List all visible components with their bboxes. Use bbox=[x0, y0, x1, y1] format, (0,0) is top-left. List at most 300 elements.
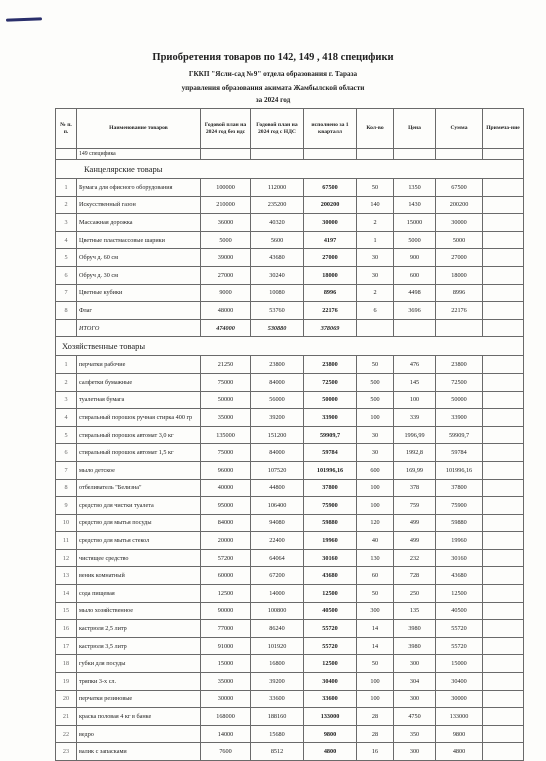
price: 145 bbox=[394, 373, 436, 391]
note bbox=[483, 461, 524, 479]
document-title: Приобретения товаров по 142, 149 , 418 специфики bbox=[152, 52, 394, 63]
note bbox=[483, 567, 524, 585]
col-price: Цена bbox=[394, 109, 436, 149]
row-number: 2 bbox=[56, 373, 77, 391]
item-name: чистящее средство bbox=[77, 549, 201, 567]
table-row bbox=[56, 266, 524, 284]
table-row bbox=[56, 179, 524, 197]
plan-vat: 94080 bbox=[251, 514, 304, 532]
executed-q1: 43680 bbox=[304, 567, 357, 585]
row-number: 13 bbox=[56, 567, 77, 585]
plan-vat: 67200 bbox=[251, 567, 304, 585]
price: 476 bbox=[394, 356, 436, 374]
plan-vat: 22400 bbox=[251, 532, 304, 550]
plan-no-vat: 100000 bbox=[201, 179, 251, 197]
item-name: кастрюля 3,5 литр bbox=[77, 637, 201, 655]
price: 499 bbox=[394, 514, 436, 532]
plan-vat: 14000 bbox=[251, 585, 304, 603]
executed-q1: 12500 bbox=[304, 585, 357, 603]
row-number: 15 bbox=[56, 602, 77, 620]
plan-no-vat: 75000 bbox=[201, 373, 251, 391]
executed-q1: 378069 bbox=[304, 319, 357, 337]
executed-q1: 22176 bbox=[304, 302, 357, 320]
table-row bbox=[56, 196, 524, 214]
quantity: 40 bbox=[357, 532, 394, 550]
executed-q1: 19960 bbox=[304, 532, 357, 550]
plan-no-vat: 20000 bbox=[201, 532, 251, 550]
note bbox=[483, 743, 524, 761]
row-number: 16 bbox=[56, 620, 77, 638]
quantity: 500 bbox=[357, 391, 394, 409]
item-name: валик с запасками bbox=[77, 743, 201, 761]
sum: 30160 bbox=[436, 549, 483, 567]
plan-vat: 16800 bbox=[251, 655, 304, 673]
quantity: 500 bbox=[357, 373, 394, 391]
quantity: 130 bbox=[357, 549, 394, 567]
sum: 12500 bbox=[436, 585, 483, 603]
org-line-2: управления образования акимата Жамбылской области bbox=[181, 84, 365, 92]
item-name: Обруч д. 30 см bbox=[77, 266, 201, 284]
plan-no-vat: 91000 bbox=[201, 637, 251, 655]
note bbox=[483, 673, 524, 691]
quantity: 14 bbox=[357, 637, 394, 655]
pen-mark bbox=[6, 17, 42, 21]
price: 1350 bbox=[394, 179, 436, 197]
executed-q1: 200200 bbox=[304, 196, 357, 214]
plan-no-vat: 84000 bbox=[201, 514, 251, 532]
item-name: мыло хозяйственное bbox=[77, 602, 201, 620]
row-number: 3 bbox=[56, 214, 77, 232]
item-name: перчатки рабочие bbox=[77, 356, 201, 374]
sum bbox=[436, 319, 483, 337]
quantity: 30 bbox=[357, 266, 394, 284]
quantity: 100 bbox=[357, 673, 394, 691]
section-title-office: Канцелярские товары bbox=[56, 160, 524, 179]
plan-no-vat: 5000 bbox=[201, 231, 251, 249]
table-row bbox=[56, 302, 524, 320]
plan-vat: 8512 bbox=[251, 743, 304, 761]
spec-label: 149 специфика bbox=[77, 149, 201, 160]
price: 3980 bbox=[394, 620, 436, 638]
price: 300 bbox=[394, 655, 436, 673]
plan-no-vat: 57200 bbox=[201, 549, 251, 567]
executed-q1: 9800 bbox=[304, 725, 357, 743]
executed-q1: 75900 bbox=[304, 497, 357, 515]
sum: 67500 bbox=[436, 179, 483, 197]
executed-q1: 133000 bbox=[304, 708, 357, 726]
col-plan-no-vat: Годовой план на 2024 год без ндс bbox=[201, 109, 251, 149]
sum: 18000 bbox=[436, 266, 483, 284]
row-number: 9 bbox=[56, 497, 77, 515]
quantity: 100 bbox=[357, 479, 394, 497]
plan-no-vat: 60000 bbox=[201, 567, 251, 585]
sum: 37800 bbox=[436, 479, 483, 497]
price: 232 bbox=[394, 549, 436, 567]
executed-q1: 50000 bbox=[304, 391, 357, 409]
sum: 15000 bbox=[436, 655, 483, 673]
plan-no-vat: 75000 bbox=[201, 444, 251, 462]
quantity: 2 bbox=[357, 214, 394, 232]
item-name: Массажная дорожка bbox=[77, 214, 201, 232]
quantity: 6 bbox=[357, 302, 394, 320]
executed-q1: 23800 bbox=[304, 356, 357, 374]
table-row bbox=[56, 214, 524, 232]
item-name: краска половая 4 кг в банке bbox=[77, 708, 201, 726]
section-row-household bbox=[56, 337, 524, 356]
item-name: ИТОГО bbox=[77, 319, 201, 337]
quantity: 28 bbox=[357, 725, 394, 743]
item-name: отбеливатель "Белизна" bbox=[77, 479, 201, 497]
row-number: 12 bbox=[56, 549, 77, 567]
note bbox=[483, 514, 524, 532]
total-row bbox=[56, 319, 524, 337]
sum: 50000 bbox=[436, 391, 483, 409]
quantity: 30 bbox=[357, 426, 394, 444]
section-row-office bbox=[56, 160, 524, 179]
plan-vat: 40320 bbox=[251, 214, 304, 232]
sum: 27000 bbox=[436, 249, 483, 267]
executed-q1: 55720 bbox=[304, 637, 357, 655]
plan-no-vat: 77000 bbox=[201, 620, 251, 638]
price: 300 bbox=[394, 743, 436, 761]
note bbox=[483, 532, 524, 550]
executed-q1: 59784 bbox=[304, 444, 357, 462]
price: 1430 bbox=[394, 196, 436, 214]
price: 378 bbox=[394, 479, 436, 497]
sum: 101996,16 bbox=[436, 461, 483, 479]
plan-vat: 5600 bbox=[251, 231, 304, 249]
row-number: 6 bbox=[56, 266, 77, 284]
table-row bbox=[56, 620, 524, 638]
plan-vat: 43680 bbox=[251, 249, 304, 267]
executed-q1: 12500 bbox=[304, 655, 357, 673]
note bbox=[483, 409, 524, 427]
table-row bbox=[56, 479, 524, 497]
plan-no-vat: 27000 bbox=[201, 266, 251, 284]
table-row bbox=[56, 444, 524, 462]
plan-vat: 56000 bbox=[251, 391, 304, 409]
table-row bbox=[56, 673, 524, 691]
quantity: 60 bbox=[357, 567, 394, 585]
item-name: кастрюля 2,5 литр bbox=[77, 620, 201, 638]
plan-vat: 84000 bbox=[251, 373, 304, 391]
price: 1996,99 bbox=[394, 426, 436, 444]
plan-no-vat: 48000 bbox=[201, 302, 251, 320]
quantity: 100 bbox=[357, 409, 394, 427]
sum: 8996 bbox=[436, 284, 483, 302]
sum: 9800 bbox=[436, 725, 483, 743]
price: 169,99 bbox=[394, 461, 436, 479]
row-number: 8 bbox=[56, 479, 77, 497]
price: 100 bbox=[394, 391, 436, 409]
plan-vat: 112000 bbox=[251, 179, 304, 197]
item-name: мыло детское bbox=[77, 461, 201, 479]
row-number: 1 bbox=[56, 179, 77, 197]
row-number: 8 bbox=[56, 302, 77, 320]
quantity: 50 bbox=[357, 179, 394, 197]
price: 350 bbox=[394, 725, 436, 743]
row-number: 18 bbox=[56, 655, 77, 673]
plan-no-vat: 15000 bbox=[201, 655, 251, 673]
item-name: туалетная бумага bbox=[77, 391, 201, 409]
plan-no-vat: 90000 bbox=[201, 602, 251, 620]
plan-no-vat: 14000 bbox=[201, 725, 251, 743]
price: 600 bbox=[394, 266, 436, 284]
col-quantity: Кол-во bbox=[357, 109, 394, 149]
quantity: 2 bbox=[357, 284, 394, 302]
quantity: 50 bbox=[357, 356, 394, 374]
table-row bbox=[56, 655, 524, 673]
table-row bbox=[56, 249, 524, 267]
plan-no-vat: 39000 bbox=[201, 249, 251, 267]
price bbox=[394, 319, 436, 337]
sum: 40500 bbox=[436, 602, 483, 620]
plan-no-vat: 50000 bbox=[201, 391, 251, 409]
row-number: 19 bbox=[56, 673, 77, 691]
org-line-1: ГККП "Ясли-сад №9" отдела образования г. Тараза bbox=[188, 70, 358, 78]
plan-no-vat: 168000 bbox=[201, 708, 251, 726]
item-name: стиральный порошок автомат 3,0 кг bbox=[77, 426, 201, 444]
plan-vat: 530880 bbox=[251, 319, 304, 337]
note bbox=[483, 249, 524, 267]
plan-no-vat: 135000 bbox=[201, 426, 251, 444]
row-number: 7 bbox=[56, 461, 77, 479]
table-row bbox=[56, 356, 524, 374]
executed-q1: 55720 bbox=[304, 620, 357, 638]
executed-q1: 37800 bbox=[304, 479, 357, 497]
plan-vat: 188160 bbox=[251, 708, 304, 726]
table-row bbox=[56, 743, 524, 761]
note bbox=[483, 725, 524, 743]
procurement-table bbox=[55, 108, 524, 761]
quantity: 16 bbox=[357, 743, 394, 761]
price: 250 bbox=[394, 585, 436, 603]
sum: 55720 bbox=[436, 637, 483, 655]
executed-q1: 30160 bbox=[304, 549, 357, 567]
note bbox=[483, 549, 524, 567]
table-row bbox=[56, 690, 524, 708]
sum: 19960 bbox=[436, 532, 483, 550]
note bbox=[483, 602, 524, 620]
note bbox=[483, 690, 524, 708]
quantity: 100 bbox=[357, 497, 394, 515]
note bbox=[483, 620, 524, 638]
price: 4750 bbox=[394, 708, 436, 726]
plan-vat: 101920 bbox=[251, 637, 304, 655]
note bbox=[483, 444, 524, 462]
price: 499 bbox=[394, 532, 436, 550]
executed-q1: 40500 bbox=[304, 602, 357, 620]
sum: 200200 bbox=[436, 196, 483, 214]
plan-no-vat: 21250 bbox=[201, 356, 251, 374]
note bbox=[483, 497, 524, 515]
note bbox=[483, 196, 524, 214]
plan-vat: 100800 bbox=[251, 602, 304, 620]
quantity: 28 bbox=[357, 708, 394, 726]
note bbox=[483, 266, 524, 284]
price: 300 bbox=[394, 690, 436, 708]
note bbox=[483, 284, 524, 302]
col-executed-q1: исполнено за 1 кварталл bbox=[304, 109, 357, 149]
plan-vat: 235200 bbox=[251, 196, 304, 214]
table-row bbox=[56, 725, 524, 743]
item-name: средство для мытья стекол bbox=[77, 532, 201, 550]
sum: 59880 bbox=[436, 514, 483, 532]
plan-no-vat: 40000 bbox=[201, 479, 251, 497]
plan-no-vat: 95000 bbox=[201, 497, 251, 515]
table-row bbox=[56, 514, 524, 532]
price: 3696 bbox=[394, 302, 436, 320]
plan-vat: 86240 bbox=[251, 620, 304, 638]
sum: 33900 bbox=[436, 409, 483, 427]
col-name: Наименование товаров bbox=[77, 109, 201, 149]
executed-q1: 27000 bbox=[304, 249, 357, 267]
executed-q1: 18000 bbox=[304, 266, 357, 284]
table-row bbox=[56, 391, 524, 409]
quantity: 140 bbox=[357, 196, 394, 214]
plan-vat: 84000 bbox=[251, 444, 304, 462]
row-number: 2 bbox=[56, 196, 77, 214]
item-name: салфетки бумажные bbox=[77, 373, 201, 391]
table-row bbox=[56, 708, 524, 726]
price: 304 bbox=[394, 673, 436, 691]
col-number: № п. п. bbox=[56, 109, 77, 149]
table-row bbox=[56, 497, 524, 515]
table-row bbox=[56, 602, 524, 620]
table-row bbox=[56, 426, 524, 444]
plan-vat: 10080 bbox=[251, 284, 304, 302]
spec-row bbox=[56, 149, 524, 160]
price: 5000 bbox=[394, 231, 436, 249]
table-row bbox=[56, 231, 524, 249]
row-number: 17 bbox=[56, 637, 77, 655]
note bbox=[483, 637, 524, 655]
plan-vat: 15680 bbox=[251, 725, 304, 743]
item-name: средство для чистки туалета bbox=[77, 497, 201, 515]
table-row bbox=[56, 284, 524, 302]
item-name: Бумага для офисного оборудования bbox=[77, 179, 201, 197]
row-number: 14 bbox=[56, 585, 77, 603]
plan-no-vat: 210000 bbox=[201, 196, 251, 214]
row-number: 23 bbox=[56, 743, 77, 761]
sum: 5000 bbox=[436, 231, 483, 249]
table-row bbox=[56, 409, 524, 427]
plan-no-vat: 36000 bbox=[201, 214, 251, 232]
plan-vat: 39200 bbox=[251, 673, 304, 691]
plan-vat: 107520 bbox=[251, 461, 304, 479]
executed-q1: 59909,7 bbox=[304, 426, 357, 444]
plan-vat: 106400 bbox=[251, 497, 304, 515]
table-row bbox=[56, 585, 524, 603]
quantity: 30 bbox=[357, 444, 394, 462]
item-name: губки для посуды bbox=[77, 655, 201, 673]
table-row bbox=[56, 637, 524, 655]
table-row bbox=[56, 549, 524, 567]
sum: 23800 bbox=[436, 356, 483, 374]
quantity: 50 bbox=[357, 585, 394, 603]
plan-no-vat: 474000 bbox=[201, 319, 251, 337]
table-row bbox=[56, 461, 524, 479]
sum: 43680 bbox=[436, 567, 483, 585]
plan-no-vat: 35000 bbox=[201, 409, 251, 427]
item-name: тряпки 3-х сл. bbox=[77, 673, 201, 691]
item-name: ведро bbox=[77, 725, 201, 743]
executed-q1: 72500 bbox=[304, 373, 357, 391]
note bbox=[483, 373, 524, 391]
note bbox=[483, 655, 524, 673]
price: 135 bbox=[394, 602, 436, 620]
plan-vat: 39200 bbox=[251, 409, 304, 427]
quantity: 1 bbox=[357, 231, 394, 249]
sum: 30000 bbox=[436, 214, 483, 232]
row-number: 20 bbox=[56, 690, 77, 708]
plan-vat: 64064 bbox=[251, 549, 304, 567]
item-name: Искусственный газон bbox=[77, 196, 201, 214]
row-number: 6 bbox=[56, 444, 77, 462]
plan-no-vat: 9000 bbox=[201, 284, 251, 302]
note bbox=[483, 479, 524, 497]
plan-no-vat: 96000 bbox=[201, 461, 251, 479]
plan-vat: 44800 bbox=[251, 479, 304, 497]
plan-no-vat: 35000 bbox=[201, 673, 251, 691]
row-number: 3 bbox=[56, 391, 77, 409]
executed-q1: 8996 bbox=[304, 284, 357, 302]
executed-q1: 30000 bbox=[304, 214, 357, 232]
sum: 75900 bbox=[436, 497, 483, 515]
price: 1992,8 bbox=[394, 444, 436, 462]
item-name: Обруч д. 60 см bbox=[77, 249, 201, 267]
note bbox=[483, 708, 524, 726]
section-title-household: Хозяйственные товары bbox=[56, 337, 524, 356]
note bbox=[483, 302, 524, 320]
quantity: 300 bbox=[357, 602, 394, 620]
table-row bbox=[56, 532, 524, 550]
sum: 55720 bbox=[436, 620, 483, 638]
note bbox=[483, 585, 524, 603]
item-name: стиральный порошок автомат 1,5 кг bbox=[77, 444, 201, 462]
item-name: перчатки резиновые bbox=[77, 690, 201, 708]
row-number: 22 bbox=[56, 725, 77, 743]
quantity: 50 bbox=[357, 655, 394, 673]
header-row bbox=[56, 109, 524, 149]
org-line-3: за 2024 год bbox=[255, 96, 291, 104]
price: 759 bbox=[394, 497, 436, 515]
quantity: 14 bbox=[357, 620, 394, 638]
plan-vat: 23800 bbox=[251, 356, 304, 374]
note bbox=[483, 356, 524, 374]
quantity: 600 bbox=[357, 461, 394, 479]
row-number: 5 bbox=[56, 426, 77, 444]
note bbox=[483, 214, 524, 232]
note bbox=[483, 179, 524, 197]
sum: 59784 bbox=[436, 444, 483, 462]
row-number: 7 bbox=[56, 284, 77, 302]
plan-vat: 151200 bbox=[251, 426, 304, 444]
item-name: Цветные кубики bbox=[77, 284, 201, 302]
plan-no-vat: 30000 bbox=[201, 690, 251, 708]
col-plan-vat: Годовой план на 2024 год с НДС bbox=[251, 109, 304, 149]
note bbox=[483, 426, 524, 444]
row-number: 10 bbox=[56, 514, 77, 532]
executed-q1: 67500 bbox=[304, 179, 357, 197]
executed-q1: 101996,16 bbox=[304, 461, 357, 479]
sum: 30400 bbox=[436, 673, 483, 691]
quantity: 100 bbox=[357, 690, 394, 708]
item-name: средство для мытья посуды bbox=[77, 514, 201, 532]
item-name: Цветные пластмассовые шарики bbox=[77, 231, 201, 249]
quantity: 120 bbox=[357, 514, 394, 532]
price: 3980 bbox=[394, 637, 436, 655]
